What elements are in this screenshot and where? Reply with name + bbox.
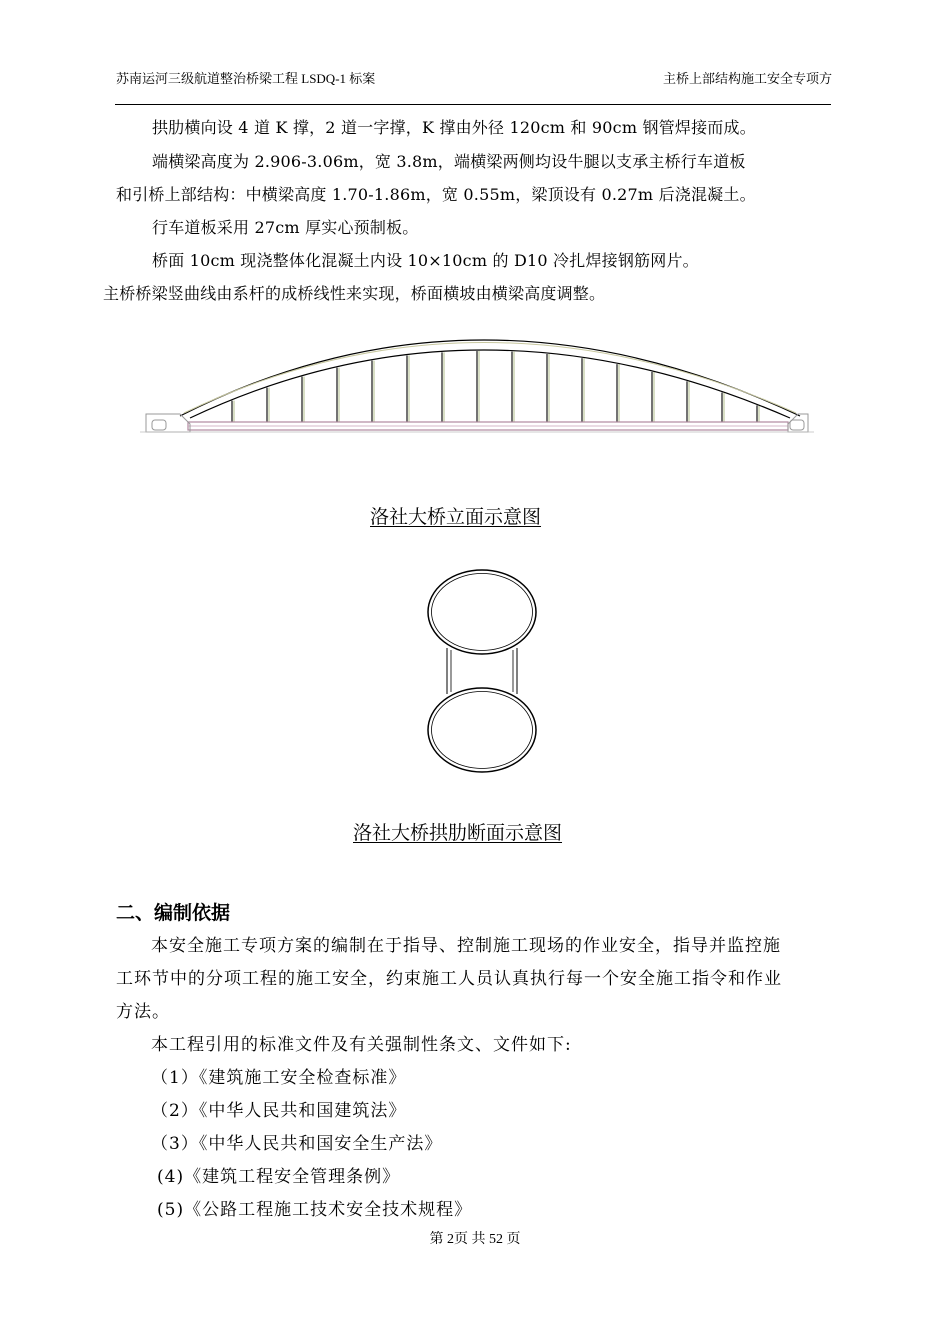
reference-item-5: (5)《公路工程施工技术安全技术规程》 [157, 1200, 473, 1220]
section-figure-caption: 洛社大桥拱肋断面示意图 [353, 822, 563, 844]
section-line-2: 工环节中的分项工程的施工安全，约束施工人员认真执行每一个安全施工指令和作业 [116, 969, 782, 989]
bridge-elevation-drawing [0, 0, 950, 500]
intro-line-3: 和引桥上部结构：中横梁高度 1.70-1.86m，宽 0.55m，梁顶设有 0.27m 后浇混凝土。 [116, 185, 756, 204]
section-line-4: 本工程引用的标准文件及有关强制性条文、文件如下: [151, 1035, 572, 1055]
arch-rib-section-drawing [420, 566, 550, 786]
header-project-title: 苏南运河三级航道整治桥梁工程 LSDQ-1 标案 [116, 71, 376, 86]
intro-line-2: 端横梁高度为 2.906-3.06m，宽 3.8m，端横梁两侧均设牛腿以支承主桥行车道板 [152, 152, 746, 171]
intro-line-4: 行车道板采用 27cm 厚实心预制板。 [152, 218, 419, 237]
page-number-footer: 第 2页 共 52 页 [429, 1232, 521, 1247]
reference-item-4: (4)《建筑工程安全管理条例》 [157, 1167, 401, 1187]
intro-line-6: 主桥桥梁竖曲线由系杆的成桥线性来实现，桥面横坡由横梁高度调整。 [103, 284, 606, 303]
header-document-title: 主桥上部结构施工安全专项方 [662, 71, 832, 86]
section-line-1: 本安全施工专项方案的编制在于指导、控制施工现场的作业安全，指导并监控施 [151, 936, 781, 956]
reference-item-2: （2）《中华人民共和国建筑法》 [151, 1101, 407, 1121]
reference-item-3: （3）《中华人民共和国安全生产法》 [151, 1134, 443, 1154]
reference-item-1: （1）《建筑施工安全检查标准》 [151, 1068, 407, 1088]
section-line-3: 方法。 [116, 1002, 170, 1022]
elevation-figure-caption: 洛社大桥立面示意图 [370, 506, 542, 528]
intro-line-5: 桥面 10cm 现浇整体化混凝土内设 10×10cm 的 D10 冷扎焊接钢筋网片。 [152, 251, 699, 270]
intro-line-1: 拱肋横向设 4 道 K 撑，2 道一字撑，K 撑由外径 120cm 和 90cm 钢管焊接而成。 [152, 118, 756, 137]
section-heading: 二、编制依据 [116, 902, 231, 924]
